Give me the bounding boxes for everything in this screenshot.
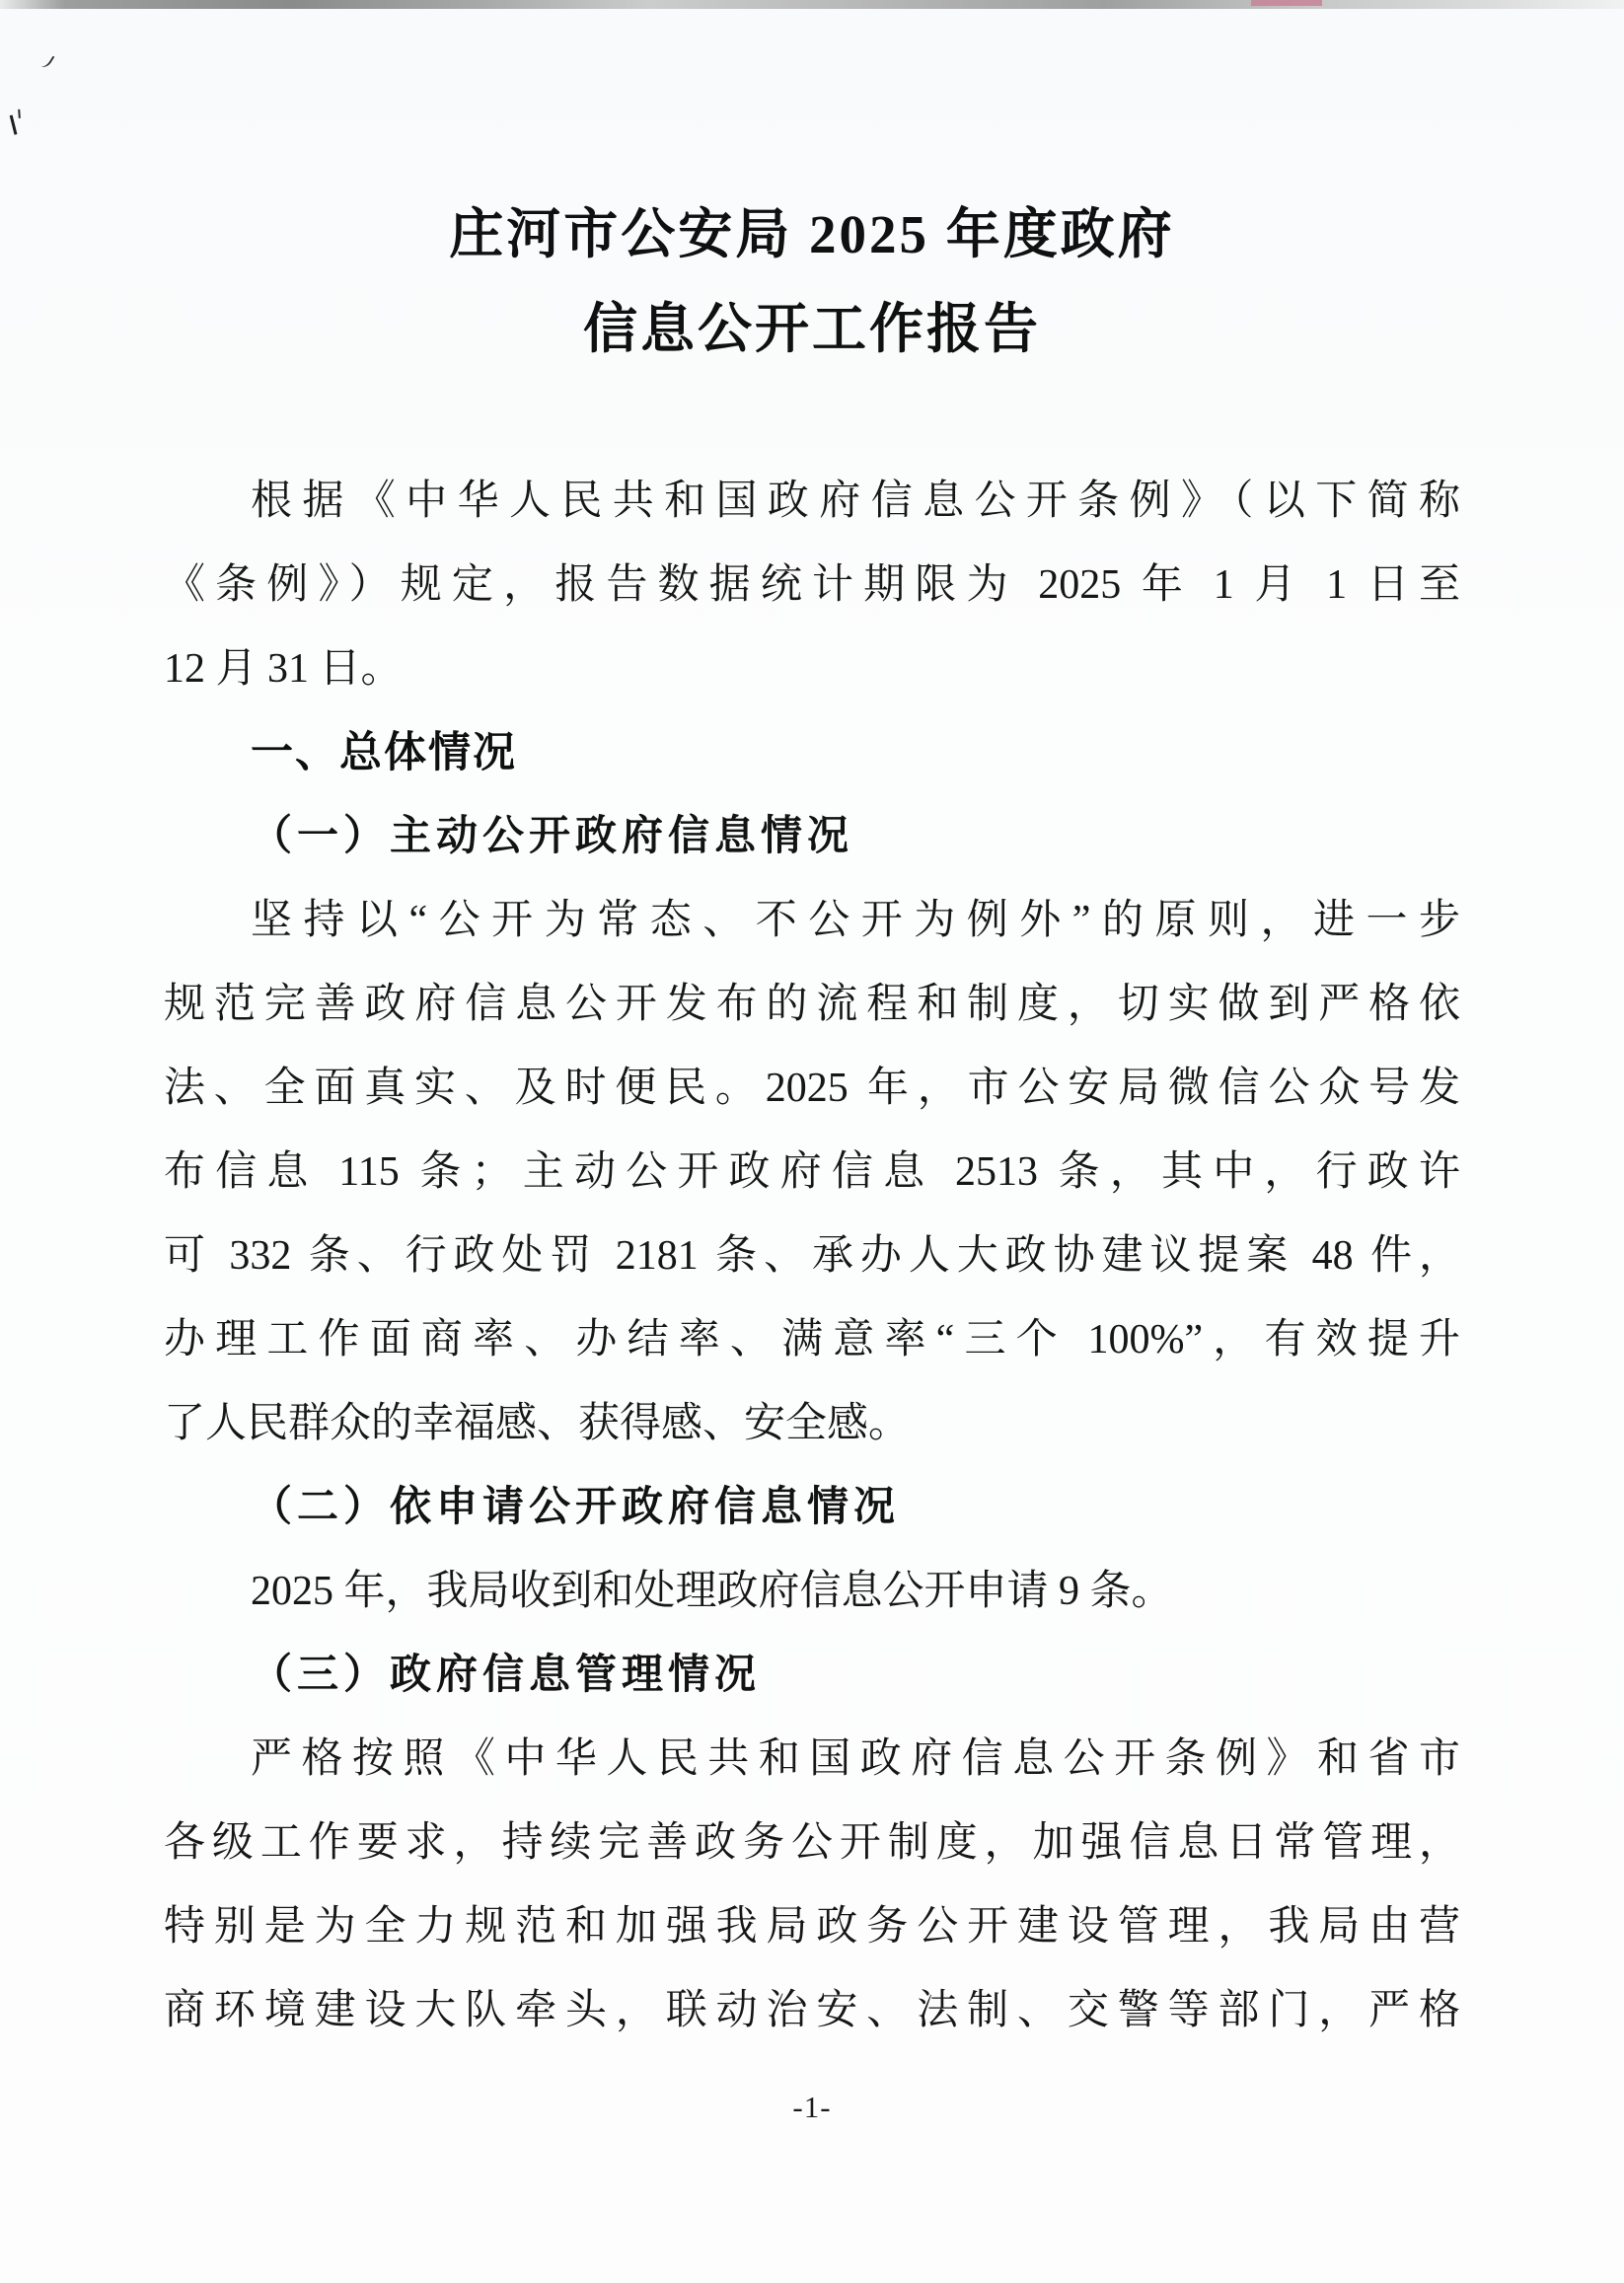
body-line: 商环境建设大队牵头，联动治安、法制、交警等部门，严格 — [164, 1988, 1460, 2033]
report-title — [0, 187, 1624, 377]
body-line: 各级工作要求，持续完善政务公开制度，加强信息日常管理， — [164, 1820, 1460, 1866]
page-number: -1- — [792, 2090, 832, 2124]
body-line: 严格按照《中华人民共和国政府信息公开条例》和省市 — [251, 1736, 1460, 1782]
body-line: 根据《中华人民共和国政府信息公开条例》（以下简称 — [251, 479, 1460, 524]
report-title-line-1: 庄河市公安局 2025 年度政府 — [449, 204, 1175, 264]
report-title-line-2: 信息公开工作报告 — [582, 299, 1041, 359]
section-heading-overview: 一、总体情况 — [251, 729, 517, 776]
scan-artifact-top-streak — [0, 0, 1624, 9]
body-line: 了人民群众的幸福感、获得感、安全感。 — [164, 1401, 911, 1446]
scan-speck-mark — [37, 52, 55, 70]
body-line: 坚持以“公开为常态、不公开为例外”的原则，进一步 — [251, 898, 1460, 943]
body-line: 办理工作面商率、办结率、满意率“三个 100%”，有效提升 — [164, 1317, 1460, 1362]
body-line: 2025 年，我局收到和处理政府信息公开申请 9 条。 — [251, 1569, 1173, 1614]
scan-speck-mark-2 — [10, 113, 23, 134]
body-line: 特别是为全力规范和加强我局政务公开建设管理，我局由营 — [164, 1904, 1460, 1950]
subsection-heading-proactive-disclosure: （一）主动公开政府信息情况 — [251, 814, 854, 859]
body-line: 《条例》）规定，报告数据统计期限为 2025 年 1 月 1 日至 — [164, 562, 1460, 608]
body-line: 12 月 31 日。 — [164, 646, 403, 692]
subsection-heading-request-disclosure: （二）依申请公开政府信息情况 — [251, 1485, 901, 1530]
scan-artifact-pink-mark — [1251, 0, 1322, 6]
body-line: 法、全面真实、及时便民。2025 年，市公安局微信公众号发 — [164, 1066, 1460, 1111]
body-line: 可 332 条、行政处罚 2181 条、承办人大政协建议提案 48 件， — [164, 1233, 1460, 1279]
report-body — [164, 460, 1460, 2053]
body-line: 规范完善政府信息公开发布的流程和制度，切实做到严格依 — [164, 982, 1460, 1027]
subsection-heading-info-management: （三）政府信息管理情况 — [251, 1653, 762, 1698]
body-line: 布信息 115 条；主动公开政府信息 2513 条，其中，行政许 — [164, 1149, 1460, 1195]
